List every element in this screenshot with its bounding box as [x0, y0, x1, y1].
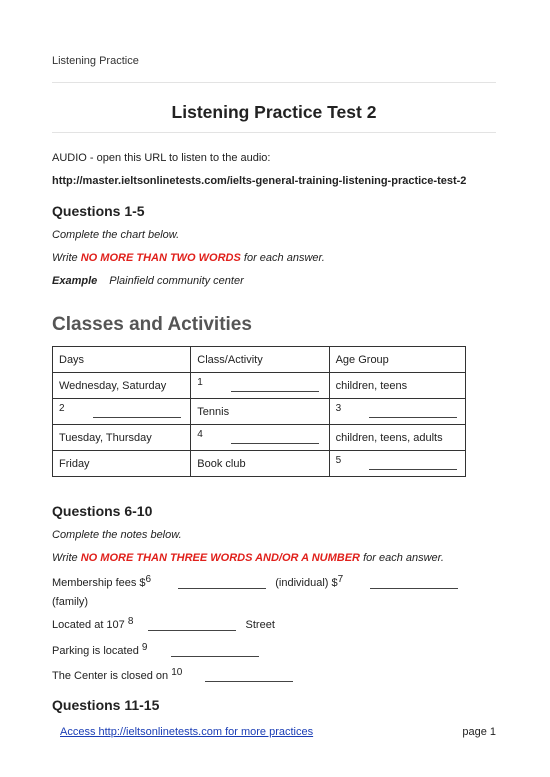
example-label: Example	[52, 275, 98, 287]
table-header-cell: Days	[53, 347, 191, 373]
table-row	[53, 399, 466, 425]
parking-line	[52, 642, 259, 657]
footer-link-wrap	[60, 726, 313, 738]
table-cell: Wednesday, Saturday	[53, 373, 191, 399]
write-rule-6-10	[52, 552, 444, 564]
table-cell: Tennis	[191, 399, 329, 425]
table-cell: Book club	[191, 451, 329, 477]
instruction-1-5: Complete the chart below.	[52, 229, 180, 241]
question-number: 6	[145, 574, 152, 585]
table-cell	[191, 373, 329, 399]
question-number: 3	[335, 402, 342, 414]
table-row	[53, 425, 466, 451]
questions-6-10-heading: Questions 6-10	[52, 503, 153, 519]
fees-label: Membership fees $	[52, 577, 146, 589]
example-value: Plainfield community center	[109, 275, 244, 287]
answer-blank[interactable]	[205, 671, 293, 682]
write-rule-1-5	[52, 252, 325, 264]
closed-line	[52, 667, 293, 682]
answer-blank[interactable]	[369, 407, 457, 418]
example-line	[52, 275, 244, 287]
page-number: page 1	[462, 726, 496, 738]
answer-blank[interactable]	[231, 381, 319, 392]
questions-1-5-heading: Questions 1-5	[52, 203, 145, 219]
write-rule-post: for each answer.	[240, 252, 325, 264]
question-number: 10	[171, 667, 183, 678]
table-header-cell: Age Group	[329, 347, 465, 373]
question-number: 4	[197, 428, 203, 440]
answer-blank[interactable]	[148, 620, 236, 631]
answer-blank[interactable]	[370, 578, 458, 589]
question-number: 5	[335, 454, 342, 466]
table-cell: Tuesday, Thursday	[53, 425, 191, 451]
table-cell	[329, 451, 465, 477]
answer-blank[interactable]	[369, 459, 457, 470]
audio-intro: AUDIO - open this URL to listen to the audio:	[52, 152, 271, 164]
table-cell	[329, 399, 465, 425]
page-title: Listening Practice Test 2	[171, 102, 377, 122]
section-title: Classes and Activities	[52, 314, 252, 335]
question-number: 1	[197, 376, 203, 388]
answer-blank[interactable]	[93, 407, 181, 418]
audio-url[interactable]: http://master.ieltsonlinetests.com/ielts-general-training-listening-practice-test-2	[52, 175, 467, 187]
chart-table	[52, 346, 466, 477]
parking-label: Parking is located	[52, 645, 142, 657]
question-number: 8	[127, 616, 134, 627]
table-cell: children, teens	[329, 373, 465, 399]
questions-11-15-heading: Questions 11-15	[52, 697, 160, 713]
write-rule-emphasis: NO MORE THAN TWO WORDS	[80, 252, 241, 264]
answer-blank[interactable]	[178, 578, 266, 589]
table-header-cell: Class/Activity	[191, 347, 329, 373]
fees-family-label: (family)	[52, 596, 89, 608]
answer-blank[interactable]	[231, 433, 319, 444]
write-rule-emphasis: NO MORE THAN THREE WORDS AND/OR A NUMBER	[80, 552, 361, 564]
table-cell	[53, 399, 191, 425]
document-page	[52, 0, 496, 777]
divider	[52, 82, 496, 83]
closed-label: The Center is closed on	[52, 670, 172, 682]
fees-individual-label: (individual) $	[275, 577, 338, 589]
write-rule-pre: Write	[52, 252, 81, 264]
answer-blank[interactable]	[171, 646, 259, 657]
table-header-row	[53, 347, 466, 373]
write-rule-pre: Write	[52, 552, 81, 564]
street-label: Street	[245, 619, 275, 631]
question-number: 9	[141, 642, 148, 653]
table-cell	[191, 425, 329, 451]
instruction-6-10: Complete the notes below.	[52, 529, 182, 541]
table-cell: Friday	[53, 451, 191, 477]
table-row	[53, 451, 466, 477]
membership-fees-line	[52, 574, 458, 589]
table-row	[53, 373, 466, 399]
question-number: 7	[337, 574, 344, 585]
header-label: Listening Practice	[52, 55, 139, 67]
located-label: Located at 107	[52, 619, 128, 631]
footer-link[interactable]: Access http://ieltsonlinetests.com for more practices	[60, 726, 314, 738]
divider	[52, 132, 496, 133]
table-cell: children, teens, adults	[329, 425, 465, 451]
write-rule-post: for each answer.	[360, 552, 444, 564]
question-number: 2	[59, 402, 65, 414]
located-line	[52, 616, 275, 631]
